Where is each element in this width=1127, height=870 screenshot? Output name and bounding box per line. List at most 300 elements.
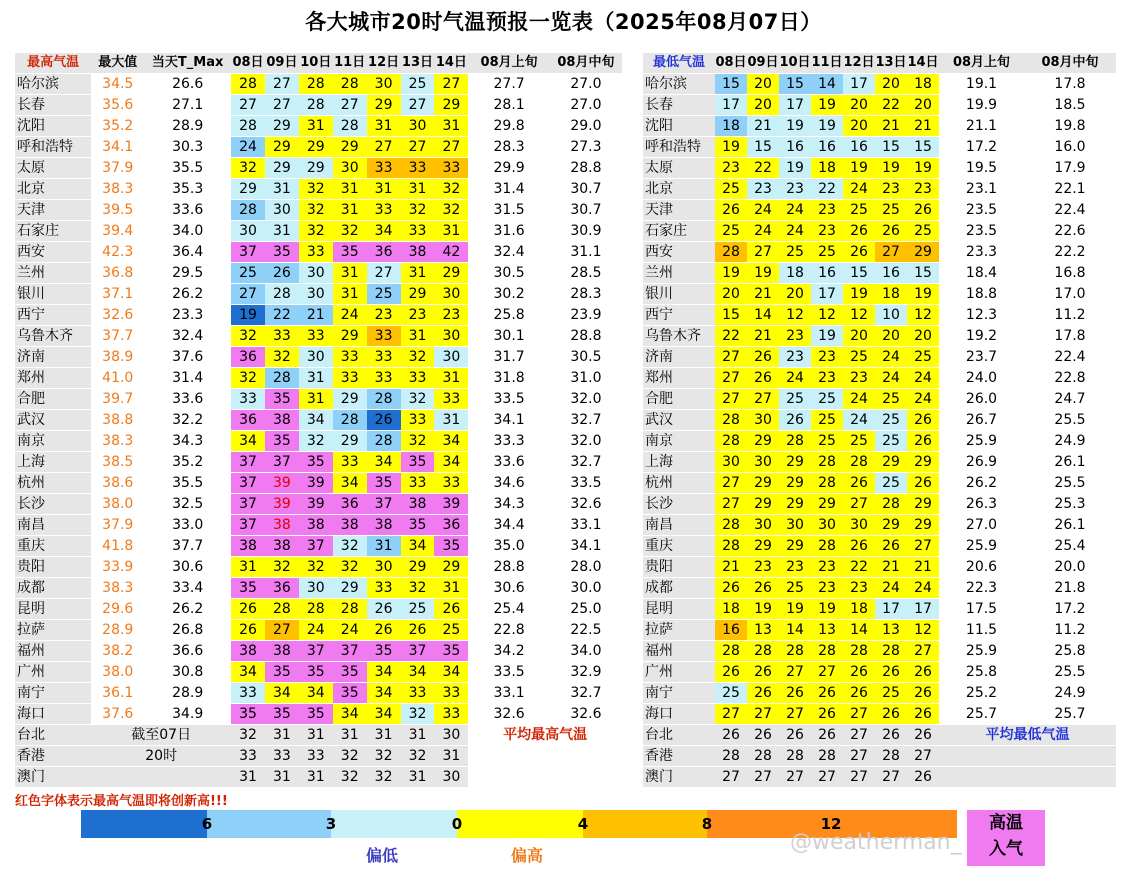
forecast-max-cell: 27 <box>265 95 299 116</box>
forecast-min-cell: 23 <box>811 578 843 599</box>
forecast-max-cell: 38 <box>401 494 435 515</box>
early-aug-avg: 25.9 <box>939 431 1024 452</box>
forecast-max-cell: 28 <box>231 200 265 221</box>
city-name: 台北 <box>643 725 715 746</box>
forecast-max-cell: 38 <box>299 515 333 536</box>
scale-seg-m3 <box>207 810 331 838</box>
city-name: 长沙 <box>643 494 715 515</box>
forecast-min-cell: 29 <box>779 494 811 515</box>
early-aug-avg: 25.9 <box>939 641 1024 662</box>
table-row <box>15 431 622 452</box>
scale-seg-m1 <box>331 810 457 838</box>
early-aug-avg: 30.1 <box>468 326 550 347</box>
forecast-min-cell: 20 <box>875 74 907 95</box>
early-aug-avg: 22.8 <box>468 620 550 641</box>
table-row <box>643 767 1116 788</box>
forecast-max-cell: 31 <box>401 179 435 200</box>
today-max: 32.2 <box>144 410 231 431</box>
forecast-max-cell: 31 <box>265 179 299 200</box>
forecast-max-cell: 25 <box>401 74 435 95</box>
early-aug-avg: 30.5 <box>468 263 550 284</box>
early-aug-avg: 11.5 <box>939 620 1024 641</box>
forecast-max-cell: 34 <box>231 662 265 683</box>
forecast-max-cell: 24 <box>299 620 333 641</box>
forecast-min-cell: 26 <box>747 683 779 704</box>
forecast-max-cell: 30 <box>367 74 401 95</box>
forecast-min-cell: 25 <box>811 389 843 410</box>
forecast-min-cell: 25 <box>779 242 811 263</box>
city-name: 澳门 <box>15 767 91 788</box>
forecast-min-cell: 28 <box>715 410 747 431</box>
record-max: 37.9 <box>91 515 144 536</box>
forecast-min-cell: 20 <box>779 284 811 305</box>
early-aug-avg: 22.3 <box>939 578 1024 599</box>
forecast-min-cell: 19 <box>779 158 811 179</box>
table-row <box>15 200 622 221</box>
forecast-min-cell: 26 <box>843 221 875 242</box>
city-name: 南昌 <box>15 515 91 536</box>
forecast-max-cell: 39 <box>265 473 299 494</box>
forecast-min-cell: 21 <box>747 116 779 137</box>
page-title: 各大城市20时气温预报一览表（2025年08月07日） <box>305 10 822 34</box>
forecast-min-cell: 20 <box>875 326 907 347</box>
forecast-max-cell: 28 <box>299 74 333 95</box>
early-aug-avg: 33.3 <box>468 431 550 452</box>
early-aug-avg: 17.5 <box>939 599 1024 620</box>
early-aug-avg: 34.4 <box>468 515 550 536</box>
forecast-max-cell: 27 <box>434 137 468 158</box>
forecast-max-cell: 35 <box>265 662 299 683</box>
table-row <box>15 473 622 494</box>
city-name: 哈尔滨 <box>15 74 91 95</box>
early-aug-avg: 26.3 <box>939 494 1024 515</box>
forecast-min-cell: 24 <box>875 368 907 389</box>
forecast-max-cell: 35 <box>265 389 299 410</box>
today-max: 33.6 <box>144 200 231 221</box>
forecast-max-cell: 33 <box>231 746 265 767</box>
city-name: 重庆 <box>643 536 715 557</box>
early-aug-avg: 19.9 <box>939 95 1024 116</box>
forecast-max-cell: 33 <box>434 683 468 704</box>
city-name: 上海 <box>15 452 91 473</box>
mid-aug-avg: 23.9 <box>550 305 622 326</box>
table-row <box>15 452 622 473</box>
forecast-max-cell: 33 <box>333 368 367 389</box>
record-max: 35.2 <box>91 116 144 137</box>
table-row <box>643 704 1116 725</box>
forecast-min-cell: 18 <box>715 599 747 620</box>
forecast-min-cell: 29 <box>747 536 779 557</box>
forecast-max-cell: 26 <box>367 599 401 620</box>
forecast-min-cell: 26 <box>907 473 939 494</box>
city-name: 哈尔滨 <box>643 74 715 95</box>
forecast-min-cell: 26 <box>811 683 843 704</box>
forecast-max-cell: 38 <box>265 410 299 431</box>
mid-aug-avg: 26.1 <box>1024 515 1116 536</box>
table-row <box>15 263 622 284</box>
forecast-max-cell: 36 <box>231 410 265 431</box>
forecast-max-cell: 21 <box>299 305 333 326</box>
forecast-max-cell: 32 <box>333 536 367 557</box>
table-row <box>15 347 622 368</box>
forecast-max-cell: 35 <box>231 704 265 725</box>
table-row <box>643 200 1116 221</box>
forecast-max-cell: 25 <box>434 620 468 641</box>
forecast-min-cell: 19 <box>779 116 811 137</box>
forecast-min-cell: 23 <box>811 347 843 368</box>
forecast-min-cell: 21 <box>715 557 747 578</box>
min-temp-table <box>643 53 1116 788</box>
early-aug-avg: 25.7 <box>939 704 1024 725</box>
record-max: 38.0 <box>91 662 144 683</box>
forecast-max-cell: 31 <box>231 557 265 578</box>
city-name: 拉萨 <box>643 620 715 641</box>
forecast-min-cell: 27 <box>779 704 811 725</box>
record-max: 41.0 <box>91 368 144 389</box>
early-aug-avg: 26.9 <box>939 452 1024 473</box>
early-aug-avg: 23.5 <box>939 200 1024 221</box>
record-max: 34.5 <box>91 74 144 95</box>
forecast-min-cell: 26 <box>811 725 843 746</box>
forecast-max-cell: 26 <box>231 620 265 641</box>
city-name: 郑州 <box>643 368 715 389</box>
forecast-max-cell: 30 <box>333 158 367 179</box>
scale-label-12: 12 <box>820 815 842 833</box>
forecast-max-cell: 29 <box>434 263 468 284</box>
city-name: 澳门 <box>643 767 715 788</box>
forecast-min-cell: 26 <box>843 242 875 263</box>
table-row <box>643 683 1116 704</box>
mid-aug-avg: 24.9 <box>1024 683 1116 704</box>
above-normal-label: 偏高 <box>511 846 544 865</box>
forecast-min-cell: 27 <box>747 767 779 788</box>
early-aug-avg: 32.6 <box>468 704 550 725</box>
forecast-min-cell: 19 <box>747 599 779 620</box>
mid-aug-avg: 25.0 <box>550 599 622 620</box>
forecast-min-cell: 21 <box>875 557 907 578</box>
forecast-min-cell: 29 <box>811 494 843 515</box>
forecast-min-cell: 24 <box>843 179 875 200</box>
table-row <box>643 620 1116 641</box>
forecast-min-cell: 15 <box>779 74 811 95</box>
record-max: 39.5 <box>91 200 144 221</box>
early-aug-avg: 25.8 <box>939 662 1024 683</box>
avg-note <box>468 767 622 788</box>
forecast-max-cell: 32 <box>333 746 367 767</box>
mid-aug-avg: 25.4 <box>1024 536 1116 557</box>
max-header-11: 08月中旬 <box>550 53 622 74</box>
mid-aug-avg: 20.0 <box>1024 557 1116 578</box>
city-name: 呼和浩特 <box>15 137 91 158</box>
scale-label-0: 0 <box>451 815 463 833</box>
forecast-min-cell: 19 <box>779 599 811 620</box>
mid-aug-avg: 32.6 <box>550 494 622 515</box>
forecast-min-cell: 27 <box>715 473 747 494</box>
forecast-min-cell: 28 <box>747 746 779 767</box>
forecast-max-cell: 30 <box>434 326 468 347</box>
mid-aug-avg: 33.5 <box>550 473 622 494</box>
forecast-max-cell: 34 <box>434 452 468 473</box>
forecast-max-cell: 33 <box>367 347 401 368</box>
min-header-5: 12日 <box>843 53 875 74</box>
table-row <box>15 746 622 767</box>
forecast-max-cell: 38 <box>367 515 401 536</box>
record-max: 37.1 <box>91 284 144 305</box>
forecast-max-cell: 25 <box>367 284 401 305</box>
forecast-min-cell: 21 <box>907 557 939 578</box>
forecast-min-cell: 15 <box>843 263 875 284</box>
today-max: 34.0 <box>144 221 231 242</box>
forecast-max-cell: 29 <box>231 179 265 200</box>
record-max: 33.9 <box>91 557 144 578</box>
table-row <box>15 221 622 242</box>
city-name: 南昌 <box>643 515 715 536</box>
forecast-max-cell: 32 <box>401 389 435 410</box>
forecast-max-cell: 32 <box>333 767 367 788</box>
watermark: @weatherman_ <box>790 830 962 855</box>
city-name: 兰州 <box>15 263 91 284</box>
table-row <box>643 179 1116 200</box>
forecast-max-cell: 23 <box>367 305 401 326</box>
forecast-max-cell: 29 <box>434 95 468 116</box>
forecast-max-cell: 33 <box>265 326 299 347</box>
mid-aug-avg: 25.5 <box>1024 410 1116 431</box>
forecast-max-cell: 33 <box>401 221 435 242</box>
forecast-max-cell: 27 <box>333 95 367 116</box>
forecast-max-cell: 32 <box>265 557 299 578</box>
forecast-max-cell: 31 <box>299 767 333 788</box>
forecast-max-cell: 38 <box>333 515 367 536</box>
forecast-max-cell: 36 <box>231 347 265 368</box>
early-aug-avg: 12.3 <box>939 305 1024 326</box>
forecast-min-cell: 27 <box>747 242 779 263</box>
forecast-max-cell: 26 <box>265 263 299 284</box>
forecast-min-cell: 16 <box>811 263 843 284</box>
forecast-max-cell: 31 <box>434 578 468 599</box>
forecast-min-cell: 27 <box>875 242 907 263</box>
city-name: 合肥 <box>15 389 91 410</box>
forecast-min-cell: 25 <box>875 431 907 452</box>
forecast-max-cell: 38 <box>265 641 299 662</box>
max-header-1: 最大值 <box>91 53 144 74</box>
forecast-min-cell: 28 <box>779 746 811 767</box>
max-header-5: 10日 <box>299 53 333 74</box>
mid-aug-avg: 22.4 <box>1024 200 1116 221</box>
forecast-min-cell: 23 <box>715 158 747 179</box>
table-row <box>15 284 622 305</box>
forecast-max-cell: 29 <box>333 578 367 599</box>
forecast-max-cell: 23 <box>434 305 468 326</box>
forecast-max-cell: 26 <box>401 620 435 641</box>
forecast-min-cell: 30 <box>843 515 875 536</box>
forecast-max-cell: 31 <box>401 263 435 284</box>
forecast-min-cell: 18 <box>811 158 843 179</box>
table-row <box>15 389 622 410</box>
forecast-min-cell: 15 <box>907 263 939 284</box>
scale-seg-p4 <box>583 810 707 838</box>
forecast-min-cell: 29 <box>875 452 907 473</box>
forecast-max-cell: 31 <box>401 767 435 788</box>
forecast-max-cell: 35 <box>265 431 299 452</box>
forecast-min-cell: 21 <box>747 284 779 305</box>
forecast-min-cell: 26 <box>907 410 939 431</box>
table-row <box>15 578 622 599</box>
forecast-min-cell: 28 <box>779 641 811 662</box>
forecast-min-cell: 26 <box>907 431 939 452</box>
forecast-max-cell: 33 <box>367 326 401 347</box>
forecast-max-cell: 26 <box>367 620 401 641</box>
forecast-max-cell: 36 <box>434 515 468 536</box>
forecast-min-cell: 29 <box>779 536 811 557</box>
forecast-min-cell: 28 <box>715 431 747 452</box>
forecast-max-cell: 27 <box>401 137 435 158</box>
forecast-max-cell: 24 <box>231 137 265 158</box>
mid-aug-avg: 19.8 <box>1024 116 1116 137</box>
forecast-max-cell: 30 <box>367 557 401 578</box>
table-row <box>643 389 1116 410</box>
forecast-min-cell: 24 <box>747 200 779 221</box>
forecast-max-cell: 29 <box>333 137 367 158</box>
forecast-min-cell: 18 <box>779 263 811 284</box>
city-name: 杭州 <box>643 473 715 494</box>
forecast-max-cell: 36 <box>367 242 401 263</box>
forecast-max-cell: 34 <box>367 683 401 704</box>
min-header-8: 08月上旬 <box>939 53 1024 74</box>
forecast-min-cell: 29 <box>875 515 907 536</box>
forecast-max-cell: 24 <box>333 305 367 326</box>
forecast-max-cell: 35 <box>333 242 367 263</box>
forecast-max-cell: 31 <box>367 179 401 200</box>
max-header-2: 当天T_Max <box>144 53 231 74</box>
table-row <box>643 725 1116 746</box>
forecast-min-cell: 25 <box>875 473 907 494</box>
forecast-max-cell: 27 <box>231 284 265 305</box>
forecast-max-cell: 32 <box>265 347 299 368</box>
forecast-max-cell: 35 <box>231 578 265 599</box>
forecast-min-cell: 23 <box>779 179 811 200</box>
city-name: 贵阳 <box>15 557 91 578</box>
table-row <box>643 515 1116 536</box>
table-row <box>15 620 622 641</box>
hot-label: 高温 <box>989 813 1023 833</box>
city-name: 乌鲁木齐 <box>15 326 91 347</box>
forecast-max-cell: 31 <box>367 116 401 137</box>
forecast-max-cell: 27 <box>231 95 265 116</box>
forecast-max-cell: 31 <box>367 725 401 746</box>
forecast-min-cell: 24 <box>747 221 779 242</box>
forecast-min-cell: 22 <box>715 326 747 347</box>
forecast-min-cell: 21 <box>875 116 907 137</box>
scale-label-8: 8 <box>701 815 713 833</box>
forecast-min-cell: 12 <box>811 305 843 326</box>
city-name: 海口 <box>15 704 91 725</box>
forecast-max-cell: 37 <box>265 452 299 473</box>
city-name: 西安 <box>643 242 715 263</box>
record-max: 39.7 <box>91 389 144 410</box>
today-max: 32.5 <box>144 494 231 515</box>
city-name: 呼和浩特 <box>643 137 715 158</box>
forecast-min-cell: 12 <box>843 305 875 326</box>
forecast-max-cell: 31 <box>299 725 333 746</box>
record-max: 39.4 <box>91 221 144 242</box>
forecast-min-cell: 13 <box>875 620 907 641</box>
early-aug-avg: 27.0 <box>939 515 1024 536</box>
early-aug-avg: 31.4 <box>468 179 550 200</box>
forecast-max-cell: 33 <box>299 326 333 347</box>
forecast-min-cell: 23 <box>811 368 843 389</box>
forecast-min-cell: 23 <box>843 578 875 599</box>
forecast-min-cell: 26 <box>907 683 939 704</box>
forecast-max-cell: 27 <box>265 620 299 641</box>
forecast-min-cell: 28 <box>779 431 811 452</box>
forecast-min-cell: 20 <box>747 74 779 95</box>
min-header-1: 08日 <box>715 53 747 74</box>
forecast-min-cell: 23 <box>875 179 907 200</box>
city-name: 拉萨 <box>15 620 91 641</box>
forecast-max-cell: 37 <box>231 494 265 515</box>
mid-aug-avg: 16.8 <box>1024 263 1116 284</box>
mid-aug-avg: 34.0 <box>550 641 622 662</box>
city-name: 武汉 <box>15 410 91 431</box>
forecast-min-cell: 25 <box>811 242 843 263</box>
forecast-min-cell: 20 <box>843 326 875 347</box>
forecast-max-cell: 31 <box>401 725 435 746</box>
mid-aug-avg: 16.0 <box>1024 137 1116 158</box>
record-max: 38.6 <box>91 473 144 494</box>
max-temp-table <box>15 53 622 788</box>
forecast-max-cell: 26 <box>434 599 468 620</box>
forecast-min-cell: 15 <box>715 74 747 95</box>
forecast-min-cell: 17 <box>811 284 843 305</box>
today-max: 26.8 <box>144 620 231 641</box>
forecast-min-cell: 26 <box>843 662 875 683</box>
today-max: 27.1 <box>144 95 231 116</box>
forecast-max-cell: 32 <box>401 200 435 221</box>
forecast-min-cell: 27 <box>811 662 843 683</box>
forecast-min-cell: 28 <box>843 452 875 473</box>
forecast-max-cell: 29 <box>333 389 367 410</box>
table-row <box>15 662 622 683</box>
forecast-min-cell: 27 <box>907 746 939 767</box>
forecast-min-cell: 30 <box>747 452 779 473</box>
forecast-min-cell: 16 <box>843 137 875 158</box>
forecast-min-cell: 23 <box>747 557 779 578</box>
avg-note <box>468 746 622 767</box>
forecast-max-cell: 30 <box>401 116 435 137</box>
forecast-min-cell: 15 <box>747 137 779 158</box>
early-aug-avg: 30.6 <box>468 578 550 599</box>
forecast-max-cell: 23 <box>401 305 435 326</box>
forecast-max-cell: 33 <box>299 242 333 263</box>
city-name: 沈阳 <box>15 116 91 137</box>
city-name: 天津 <box>643 200 715 221</box>
today-max: 30.6 <box>144 557 231 578</box>
hot-legend <box>967 810 1045 866</box>
table-row <box>15 116 622 137</box>
early-aug-avg: 26.0 <box>939 389 1024 410</box>
forecast-min-cell: 25 <box>779 578 811 599</box>
city-name: 上海 <box>643 452 715 473</box>
forecast-min-cell: 12 <box>779 305 811 326</box>
forecast-max-cell: 37 <box>231 515 265 536</box>
forecast-max-cell: 35 <box>299 452 333 473</box>
city-name: 成都 <box>15 578 91 599</box>
forecast-min-cell: 27 <box>843 704 875 725</box>
city-name: 长春 <box>643 95 715 116</box>
forecast-max-cell: 29 <box>333 326 367 347</box>
mid-aug-avg: 17.8 <box>1024 74 1116 95</box>
table-row <box>15 515 622 536</box>
